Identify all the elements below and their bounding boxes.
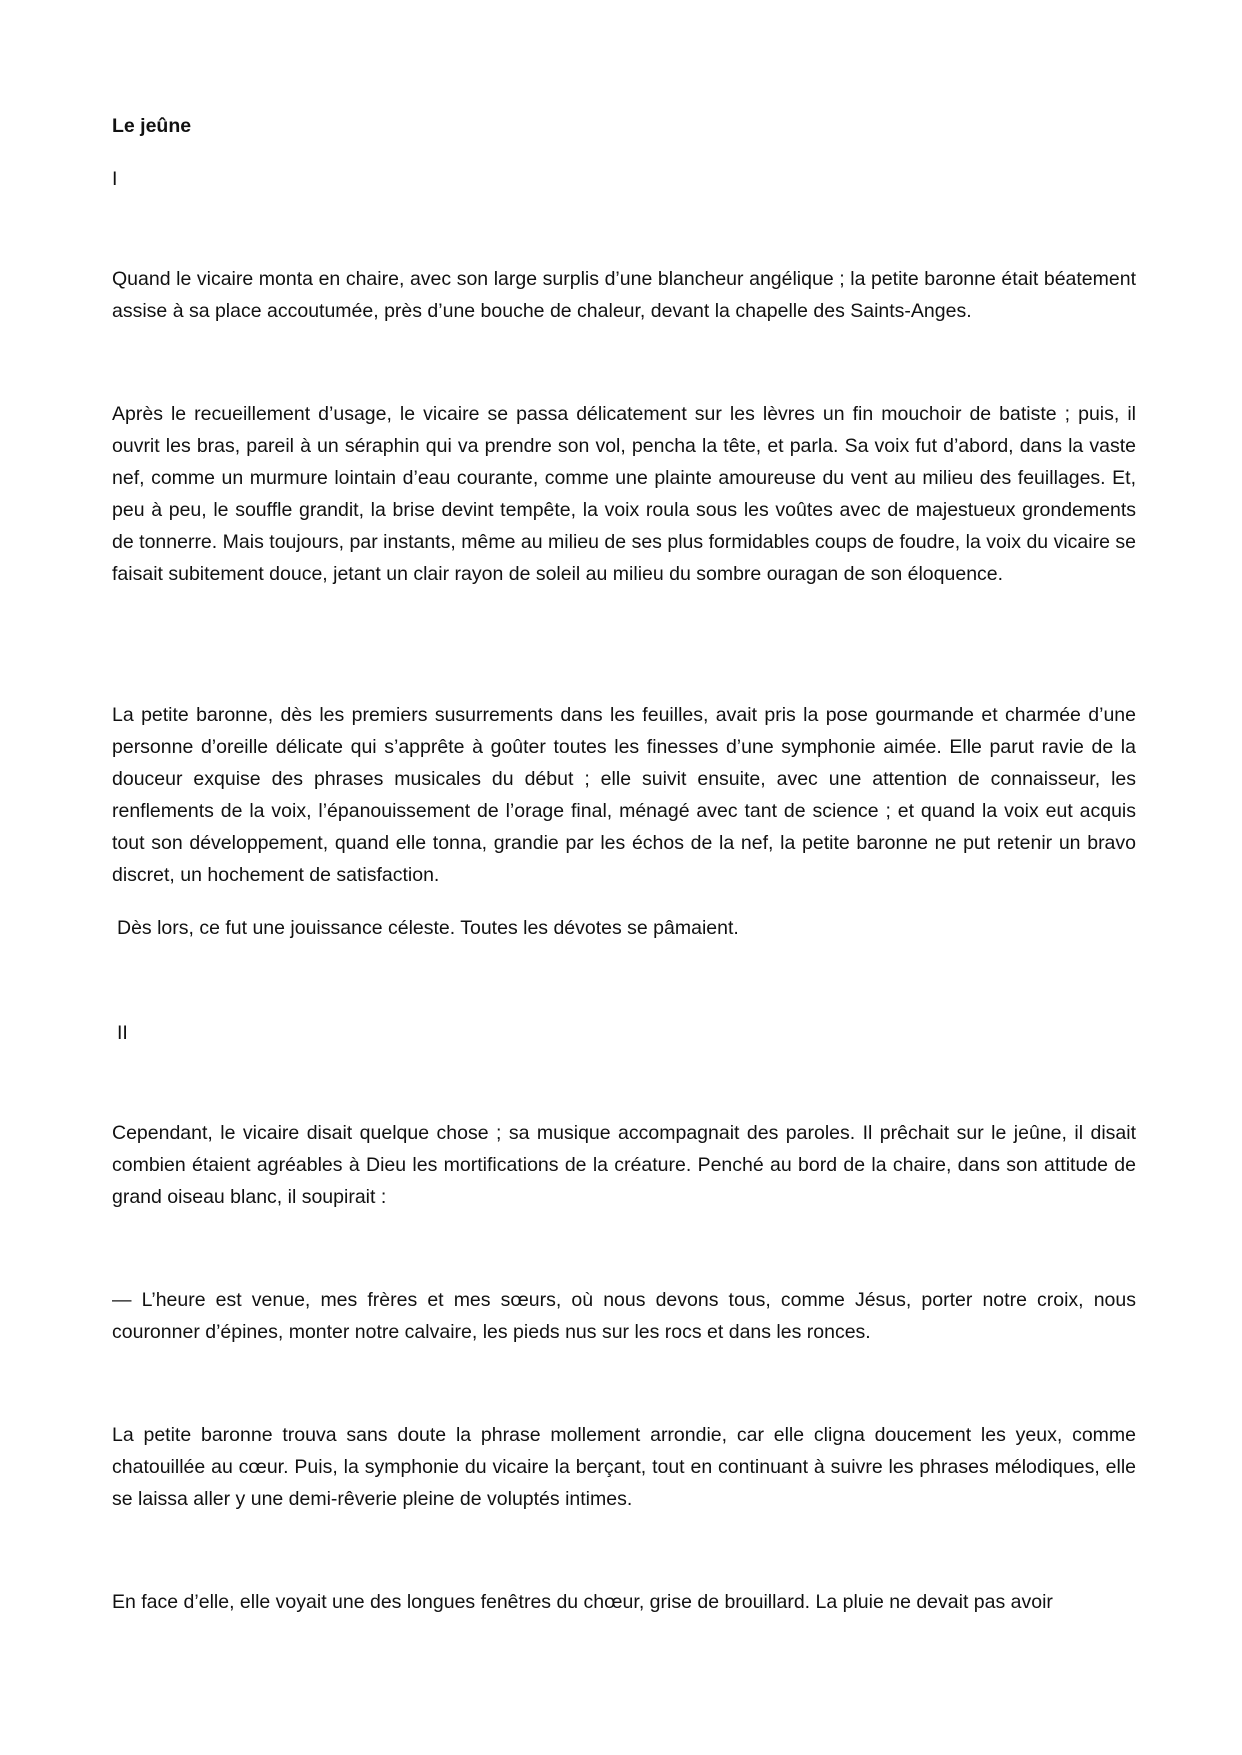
section-numeral-2: II	[117, 1022, 128, 1044]
paragraph: En face d’elle, elle voyait une des longues fenêtres du chœur, grise de brouillard. La pluie ne devait pas avoir	[112, 1591, 1053, 1613]
paragraph: La petite baronne trouva sans doute la phrase mollement arrondie, car elle cligna doucement les yeux, comme chatouillée au cœur. Puis, la symphonie du vicaire la berçant, tout en continuant à suivre les phrases mélodiques, elle se laissa aller y une demi-rêverie pleine de voluptés intimes.	[112, 1424, 1136, 1510]
paragraph: — L’heure est venue, mes frères et mes sœurs, où nous devons tous, comme Jésus, porter notre croix, nous couronner d’épines, monter notre calvaire, les pieds nus sur les rocs et dans les ronces.	[112, 1289, 1136, 1343]
paragraph: Dès lors, ce fut une jouissance céleste. Toutes les dévotes se pâmaient.	[117, 917, 739, 939]
paragraph: Quand le vicaire monta en chaire, avec son large surplis d’une blancheur angélique ; la petite baronne était béatement assise à sa place accoutumée, près d’une bouche de chaleur, devant la chapelle des Saints-Anges.	[112, 268, 1136, 322]
paragraph: La petite baronne, dès les premiers susurrements dans les feuilles, avait pris la pose gourmande et charmée d’une personne d’oreille délicate qui s’apprête à goûter toutes les finesses d’une symphonie aimée. Elle parut ravie de la douceur exquise des phrases musicales du début ; elle suivit ensuite, avec une attention de connaisseur, les renflements de la voix, l’épanouissement de l’orage final, ménagé avec tant de science ; et quand la voix eut acquis tout son développement, quand elle tonna, grandie par les échos de la nef, la petite baronne ne put retenir un bravo discret, un hochement de satisfaction.	[112, 704, 1136, 886]
paragraph: Après le recueillement d’usage, le vicaire se passa délicatement sur les lèvres un fin mouchoir de batiste ; puis, il ouvrit les bras, pareil à un séraphin qui va prendre son vol, pencha la tête, et parla. Sa voix fut d’abord, dans la vaste nef, comme un murmure lointain d’eau courante, comme une plainte amoureuse du vent au milieu des feuillages. Et, peu à peu, le souffle grandit, la brise devint tempête, la voix roula sous les voûtes avec de majestueux grondements de tonnerre. Mais toujours, par instants, même au milieu de ses plus formidables coups de foudre, la voix du vicaire se faisait subitement douce, jetant un clair rayon de soleil au milieu du sombre ouragan de son éloquence.	[112, 403, 1136, 585]
document-title: Le jeûne	[112, 115, 192, 137]
section-numeral-1: I	[112, 168, 118, 190]
paragraph: Cependant, le vicaire disait quelque chose ; sa musique accompagnait des paroles. Il prêchait sur le jeûne, il disait combien étaient agréables à Dieu les mortifications de la créature. Penché au bord de la chaire, dans son attitude de grand oiseau blanc, il soupirait :	[112, 1122, 1136, 1208]
